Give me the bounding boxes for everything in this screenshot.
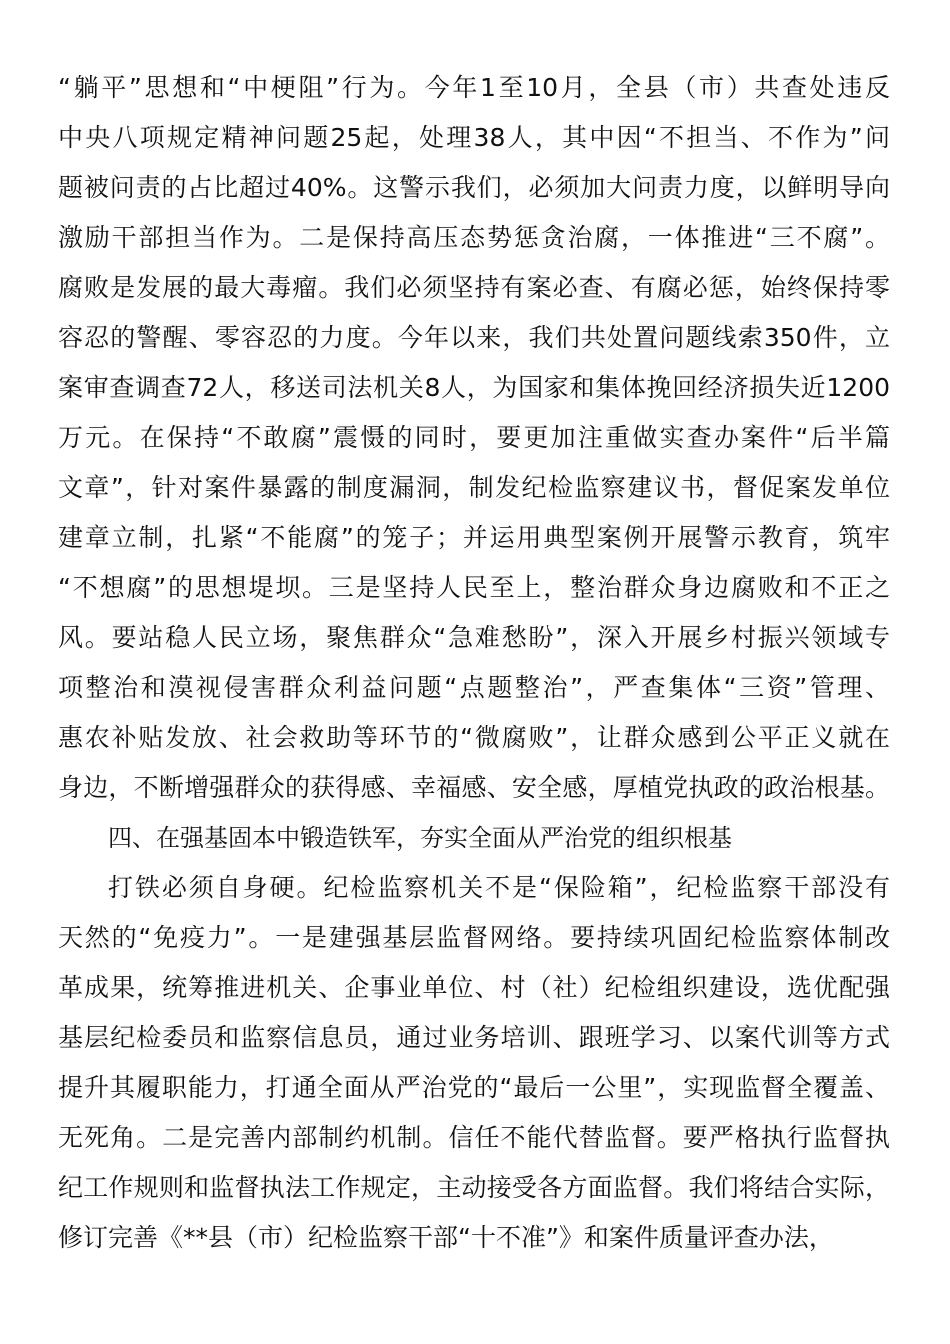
section-heading: 四、在强基固本中锻造铁军，夯实全面从严治党的组织根基 bbox=[108, 824, 732, 852]
text-line-5: 腐败是发展的最大毒瘤。我们必须坚持有案必查、有腐必惩，始终保持零 bbox=[58, 273, 890, 302]
text-line-4: 激励干部担当作为。二是保持高压态势惩贪治腐，一体推进“三不腐”。 bbox=[58, 223, 890, 252]
text-line-2: 中央八项规定精神问题25起，处理38人，其中因“不担当、不作为”问 bbox=[58, 123, 890, 152]
text-line-18: 天然的“免疫力”。一是建强基层监督网络。要持续巩固纪检监察体制改 bbox=[58, 923, 890, 952]
text-line-19: 革成果，统筹推进机关、企事业单位、村（社）纪检组织建设，选优配强 bbox=[58, 973, 890, 1002]
text-line-14: 惠农补贴发放、社会救助等环节的“微腐败”，让群众感到公平正义就在 bbox=[58, 723, 890, 752]
text-line-24: 修订完善《**县（市）纪检监察干部“十不准”》和案件质量评查办法， bbox=[58, 1223, 834, 1252]
text-line-6: 容忍的警醒、零容忍的力度。今年以来，我们共处置问题线索350件，立 bbox=[58, 323, 890, 352]
text-line-17: 打铁必须自身硬。纪检监察机关不是“保险箱”，纪检监察干部没有 bbox=[108, 873, 890, 902]
text-line-15: 身边，不断增强群众的获得感、幸福感、安全感，厚植党执政的政治根基。 bbox=[58, 773, 890, 802]
text-line-20: 基层纪检委员和监察信息员，通过业务培训、跟班学习、以案代训等方式 bbox=[58, 1023, 890, 1052]
text-line-11: “不想腐”的思想堤坝。三是坚持人民至上，整治群众身边腐败和不正之 bbox=[58, 573, 890, 602]
text-line-12: 风。要站稳人民立场，聚焦群众“急难愁盼”，深入开展乡村振兴领域专 bbox=[58, 623, 890, 652]
text-line-7: 案审查调查72人，移送司法机关8人，为国家和集体挽回经济损失近1200 bbox=[58, 373, 890, 402]
text-line-23: 纪工作规则和监督执法工作规定，主动接受各方面监督。我们将结合实际， bbox=[58, 1173, 890, 1202]
text-line-1: “躺平”思想和“中梗阻”行为。今年1至10月，全县（市）共查处违反 bbox=[58, 73, 890, 102]
text-line-21: 提升其履职能力，打通全面从严治党的“最后一公里”，实现监督全覆盖、 bbox=[58, 1073, 890, 1102]
text-line-10: 建章立制，扎紧“不能腐”的笼子；并运用典型案例开展警示教育，筑牢 bbox=[58, 523, 890, 552]
text-line-13: 项整治和漠视侵害群众利益问题“点题整治”，严查集体“三资”管理、 bbox=[58, 673, 890, 702]
text-line-3: 题被问责的占比超过40%。这警示我们，必须加大问责力度，以鲜明导向 bbox=[58, 173, 890, 202]
text-line-9: 文章”，针对案件暴露的制度漏洞，制发纪检监察建议书，督促案发单位 bbox=[58, 473, 890, 502]
text-line-8: 万元。在保持“不敢腐”震慑的同时，要更加注重做实查办案件“后半篇 bbox=[58, 423, 890, 452]
text-line-22: 无死角。二是完善内部制约机制。信任不能代替监督。要严格执行监督执 bbox=[58, 1123, 890, 1152]
